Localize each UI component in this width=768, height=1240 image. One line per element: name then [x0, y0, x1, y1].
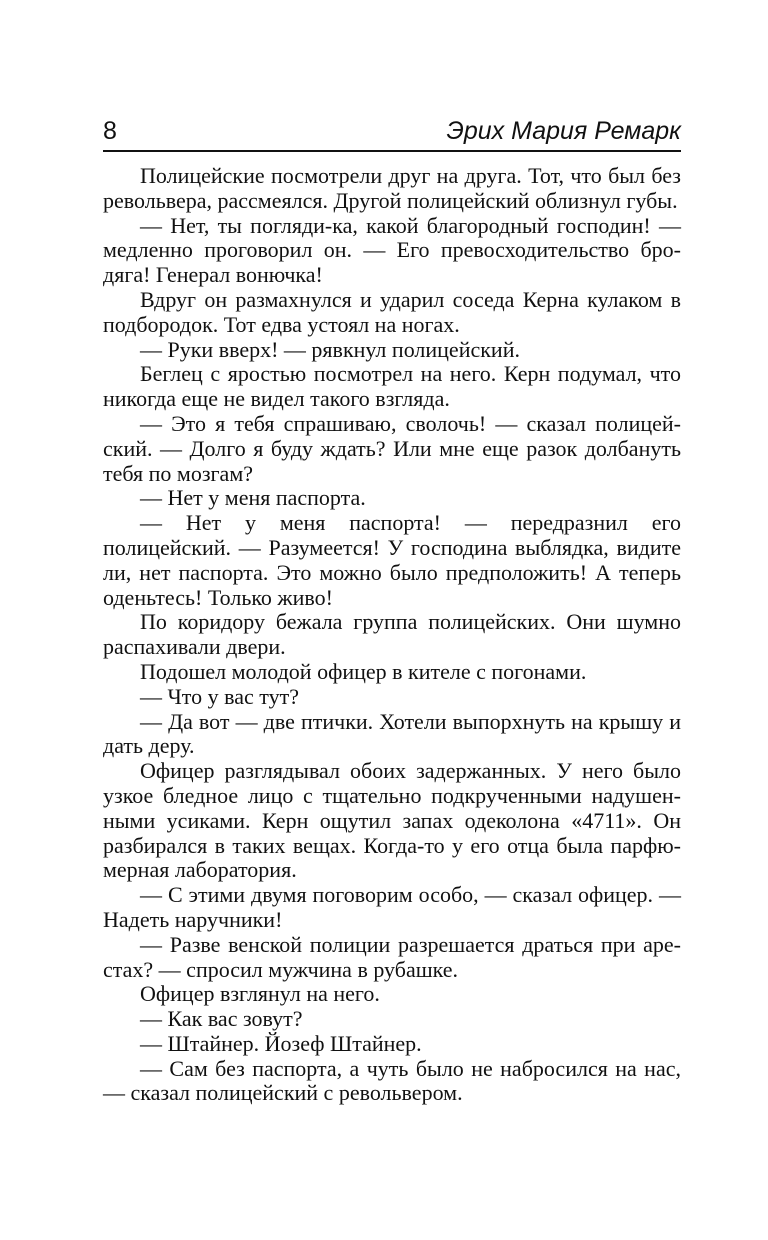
paragraph: — Что у вас тут?	[140, 683, 299, 709]
paragraph: — Нет у меня паспорта! — передразнил его полицейский. — Разумеется! У господина выблядка, видите ли, нет паспорта. Это можно было предположить! А теперь оденьтесь! Только живо!	[103, 510, 681, 610]
paragraph: Беглец с яростью посмотрел на него. Керн подумал, что никогда еще не видел такого взгляда.	[103, 361, 681, 412]
paragraph: Вдруг он размахнулся и ударил соседа Керна кулаком в подбородок. Тот едва устоял на ногах.	[103, 286, 681, 337]
paragraph: Подошел молодой офицер в кителе с погонами.	[140, 658, 587, 684]
paragraph: — Как вас зовут?	[140, 1006, 303, 1032]
paragraph: Офицер взглянул на него.	[140, 981, 380, 1007]
paragraph: Офицер разглядывал обоих задержанных. У него было узкое бледное лицо с тщательно подкрученными надушенными усиками. Керн ощутил запах одеколона «4711». Он разбирался в таких вещах. Когда-то у его отца была парфюмерная лаборатория.	[103, 758, 681, 883]
paragraph: — Штайнер. Йозеф Штайнер.	[140, 1030, 422, 1056]
paragraph: — Нет, ты погляди-ка, какой благородный господин! — медленно проговорил он. — Его превосходительство бродяга! Генерал вонючка!	[103, 212, 681, 288]
paragraph: — Сам без паспорта, а чуть было не набросился на нас, — сказал полицейский с револьвером.	[103, 1055, 681, 1106]
paragraph: — Да вот — две птички. Хотели выпорхнуть на крышу и дать деру.	[103, 708, 681, 759]
paragraph: — Разве венской полиции разрешается драться при арестах? — спросил мужчина в рубашке.	[103, 931, 681, 982]
body-text	[103, 164, 681, 1106]
page-number: 8	[103, 117, 117, 145]
paragraph: По коридору бежала группа полицейских. Они шумно распахивали двери.	[103, 609, 681, 660]
header-rule	[103, 150, 681, 152]
book-author: Эрих Мария Ремарк	[446, 117, 681, 145]
paragraph: — С этими двумя поговорим особо, — сказал офицер. — Надеть наручники!	[103, 882, 681, 932]
paragraph: Полицейские посмотрели друг на друга. Тот, что был без револьвера, рассмеялся. Другой полицейский облизнул губы.	[103, 163, 681, 213]
paragraph: — Нет у меня паспорта.	[140, 485, 366, 511]
paragraph: — Руки вверх! — рявкнул полицейский.	[140, 336, 520, 362]
running-head	[103, 112, 681, 152]
paragraph: — Это я тебя спрашиваю, сволочь! — сказал полицейский. — Долго я буду ждать? Или мне еще разок долбануть тебя по мозгам?	[103, 410, 681, 486]
